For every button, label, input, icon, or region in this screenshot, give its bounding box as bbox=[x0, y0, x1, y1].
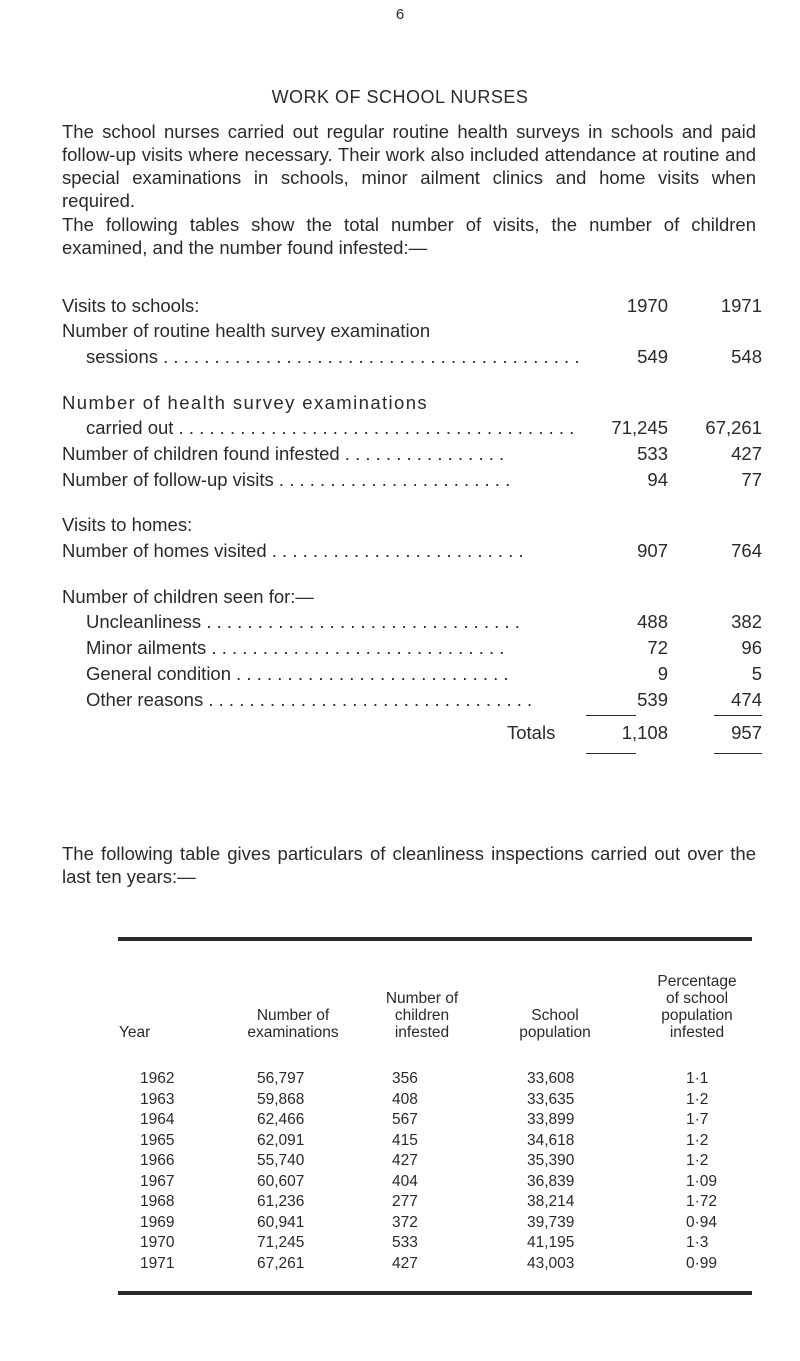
cell-children: 408 bbox=[392, 1090, 418, 1108]
cell-children: 533 bbox=[392, 1234, 418, 1251]
reason-label: Uncleanliness bbox=[86, 611, 202, 632]
totals-label: Totals bbox=[507, 722, 556, 743]
sessions-label-line1: Number of routine health survey examination bbox=[62, 320, 431, 341]
header-percent-line2: of school bbox=[665, 990, 729, 1007]
cell-percent: 0·99 bbox=[686, 1254, 718, 1272]
cell-children: 427 bbox=[392, 1254, 418, 1272]
reason-row bbox=[62, 661, 762, 687]
table-row bbox=[62, 1192, 762, 1212]
cell-percent: 1·2 bbox=[686, 1152, 709, 1169]
cell-percent: 1·3 bbox=[686, 1234, 709, 1251]
surveys-label-line1: Number of health survey examinations bbox=[62, 392, 429, 413]
cell-population: 33,608 bbox=[527, 1070, 575, 1087]
cell-population: 34,618 bbox=[527, 1131, 575, 1149]
header-school-population bbox=[495, 1007, 615, 1041]
header-children-line3: infested bbox=[394, 1024, 450, 1041]
table-row bbox=[62, 1110, 762, 1130]
reason-1970: 9 bbox=[657, 663, 668, 684]
leader-dots: . . . . . . . . . . . . . . . . . . . . . . . . . . . . . bbox=[206, 637, 505, 658]
cell-percent: 1·7 bbox=[686, 1111, 709, 1128]
table-row bbox=[62, 1131, 762, 1151]
cell-population: 33,899 bbox=[527, 1111, 575, 1128]
surveys-label-line2: carried out bbox=[86, 417, 174, 438]
cell-year: 1965 bbox=[140, 1131, 175, 1149]
cell-year: 1971 bbox=[140, 1254, 175, 1272]
homes-1971: 764 bbox=[731, 540, 762, 561]
totals-1970: 1,108 bbox=[621, 722, 668, 743]
cell-year: 1963 bbox=[140, 1090, 175, 1108]
cell-children: 427 bbox=[392, 1152, 418, 1169]
header-exams bbox=[228, 1007, 358, 1041]
surveys-1971: 67,261 bbox=[705, 417, 762, 438]
leader-dots: . . . . . . . . . . . . . . . . . . . . . . . . . . . . . . . . bbox=[203, 689, 533, 710]
cell-exams: 61,236 bbox=[257, 1193, 305, 1210]
cell-population: 43,003 bbox=[527, 1254, 575, 1272]
table-row bbox=[62, 1090, 762, 1110]
leader-dots: . . . . . . . . . . . . . . . . . . . . . . . . . . . . . . . . . . . . . . . . . bbox=[157, 346, 580, 367]
leader-dots: . . . . . . . . . . . . . . . . . . . . . . . . . . . . . . . . . . . . . . . bbox=[173, 417, 575, 438]
leader-dots: . . . . . . . . . . . . . . . . . . . . . . . . . . . bbox=[231, 663, 509, 684]
cell-children: 415 bbox=[392, 1131, 418, 1149]
visits-homes-heading: Visits to homes: bbox=[62, 514, 193, 535]
total-rule-bottom-1970 bbox=[586, 753, 636, 754]
reason-row bbox=[62, 609, 762, 635]
cell-year: 1966 bbox=[140, 1152, 175, 1169]
cell-year: 1964 bbox=[140, 1111, 175, 1128]
reason-1970: 488 bbox=[637, 611, 668, 632]
seen-heading: Number of children seen for:— bbox=[62, 586, 314, 607]
cell-population: 35,390 bbox=[527, 1152, 575, 1169]
sessions-1970: 549 bbox=[637, 346, 668, 367]
reason-1971: 382 bbox=[731, 611, 762, 632]
followup-row bbox=[62, 467, 762, 493]
reason-label: Minor ailments bbox=[86, 637, 207, 658]
cell-exams: 55,740 bbox=[257, 1152, 305, 1169]
cell-population: 38,214 bbox=[527, 1193, 575, 1210]
year-1971-header: 1971 bbox=[720, 295, 762, 316]
followup-1971: 77 bbox=[741, 469, 762, 490]
cell-exams: 71,245 bbox=[257, 1234, 305, 1251]
cell-children: 372 bbox=[392, 1213, 418, 1231]
leader-dots: . . . . . . . . . . . . . . . . . . . . . . . bbox=[273, 469, 511, 490]
sessions-label-line2: sessions bbox=[86, 346, 158, 367]
page-number: 6 bbox=[395, 6, 405, 23]
header-children-infested bbox=[362, 990, 482, 1041]
followup-1970: 94 bbox=[647, 469, 668, 490]
homes-label: Number of homes visited bbox=[62, 540, 267, 561]
reason-1971: 5 bbox=[751, 663, 762, 684]
table-row bbox=[62, 1172, 762, 1192]
header-percentage-infested bbox=[632, 973, 762, 1041]
header-exams-line2: examinations bbox=[247, 1024, 339, 1041]
visits-homes-row bbox=[62, 512, 762, 538]
cell-exams: 60,607 bbox=[257, 1172, 305, 1190]
cell-population: 33,635 bbox=[527, 1090, 575, 1108]
total-rule-1971 bbox=[714, 715, 762, 716]
header-exams-line1: Number of bbox=[256, 1007, 330, 1024]
seen-heading-row bbox=[62, 584, 762, 610]
leader-dots: . . . . . . . . . . . . . . . . . . . . . . . . . . . . . . . bbox=[201, 611, 520, 632]
table-row bbox=[62, 1151, 762, 1171]
cell-year: 1970 bbox=[140, 1234, 175, 1251]
sessions-1971: 548 bbox=[731, 346, 762, 367]
infested-1971: 427 bbox=[731, 443, 762, 464]
surveys-row bbox=[62, 415, 762, 441]
infested-1970: 533 bbox=[637, 443, 668, 464]
header-percent-line4: infested bbox=[669, 1024, 725, 1041]
reason-label: Other reasons bbox=[86, 689, 204, 710]
header-year: Year bbox=[119, 1024, 151, 1041]
cell-exams: 62,466 bbox=[257, 1111, 305, 1128]
header-population-line1: School bbox=[531, 1007, 579, 1024]
cleanliness-intro-paragraph: The following table gives particulars of cleanliness inspections carried out over the last ten years:— bbox=[62, 843, 756, 887]
infested-label: Number of children found infested bbox=[62, 443, 340, 464]
reason-1970: 72 bbox=[647, 637, 668, 658]
cell-percent: 1·1 bbox=[686, 1070, 709, 1087]
total-rule-bottom-1971 bbox=[714, 753, 762, 754]
table-top-rule bbox=[118, 937, 752, 941]
header-population-line2: population bbox=[519, 1024, 591, 1041]
reason-row bbox=[62, 687, 762, 713]
homes-1970: 907 bbox=[637, 540, 668, 561]
header-percent-line3: population bbox=[661, 1007, 733, 1024]
leader-dots: . . . . . . . . . . . . . . . . bbox=[339, 443, 505, 464]
table-row bbox=[62, 1069, 762, 1089]
reason-label: General condition bbox=[86, 663, 232, 684]
cell-percent: 0·94 bbox=[686, 1213, 718, 1231]
cell-children: 404 bbox=[392, 1172, 418, 1190]
cleanliness-table bbox=[62, 955, 762, 1065]
followup-label: Number of follow-up visits bbox=[62, 469, 274, 490]
cell-year: 1969 bbox=[140, 1213, 175, 1231]
header-percent-line1: Percentage bbox=[657, 973, 737, 990]
cell-population: 41,195 bbox=[527, 1234, 575, 1251]
surveys-1970: 71,245 bbox=[611, 417, 668, 438]
header-children-line1: Number of bbox=[385, 990, 459, 1007]
leader-dots: . . . . . . . . . . . . . . . . . . . . . . . . . bbox=[266, 540, 524, 561]
cell-year: 1968 bbox=[140, 1193, 175, 1210]
total-rule-1970 bbox=[586, 715, 636, 716]
cell-children: 277 bbox=[392, 1193, 418, 1210]
cell-exams: 56,797 bbox=[257, 1070, 305, 1087]
header-children-line2: children bbox=[394, 1007, 450, 1024]
visits-schools-heading: Visits to schools: bbox=[62, 295, 200, 316]
cell-exams: 67,261 bbox=[257, 1254, 305, 1272]
cell-percent: 1·72 bbox=[686, 1193, 718, 1210]
tables-intro-paragraph: The following tables show the total number of visits, the number of children examined, and the number found infested:— bbox=[62, 214, 756, 258]
table-row bbox=[62, 1254, 762, 1274]
visits-schools-row bbox=[62, 293, 762, 319]
cell-year: 1962 bbox=[140, 1070, 175, 1087]
cell-children: 356 bbox=[392, 1070, 418, 1087]
cell-percent: 1·09 bbox=[686, 1172, 718, 1190]
year-1970-header: 1970 bbox=[626, 295, 668, 316]
cell-children: 567 bbox=[392, 1111, 418, 1128]
reason-1971: 474 bbox=[731, 689, 762, 710]
page-title: WORK OF SCHOOL NURSES bbox=[271, 87, 529, 107]
table-row bbox=[62, 1213, 762, 1233]
reason-row bbox=[62, 635, 762, 661]
cell-population: 36,839 bbox=[527, 1172, 575, 1190]
infested-row bbox=[62, 441, 762, 467]
table-row bbox=[62, 1233, 762, 1253]
cell-population: 39,739 bbox=[527, 1213, 575, 1231]
reason-1970: 539 bbox=[637, 689, 668, 710]
intro-paragraph: The school nurses carried out regular routine health surveys in schools and paid follow-up visits where necessary. Their work also included attendance at routine and special examinations in schools, minor ailment clinics and home visits when required. bbox=[62, 121, 756, 211]
homes-row bbox=[62, 538, 762, 564]
reason-1971: 96 bbox=[741, 637, 762, 658]
table-bottom-rule bbox=[118, 1291, 752, 1295]
cell-percent: 1·2 bbox=[686, 1090, 709, 1108]
sessions-row bbox=[62, 344, 762, 370]
cell-year: 1967 bbox=[140, 1172, 175, 1190]
cell-exams: 62,091 bbox=[257, 1131, 305, 1149]
cell-exams: 60,941 bbox=[257, 1213, 305, 1231]
cleanliness-table-body bbox=[62, 1069, 762, 1284]
cell-exams: 59,868 bbox=[257, 1090, 305, 1108]
totals-1971: 957 bbox=[731, 722, 762, 743]
sessions-label-row bbox=[62, 318, 762, 344]
surveys-label-row bbox=[62, 390, 762, 416]
cell-percent: 1·2 bbox=[686, 1131, 709, 1149]
totals-row bbox=[62, 720, 762, 746]
